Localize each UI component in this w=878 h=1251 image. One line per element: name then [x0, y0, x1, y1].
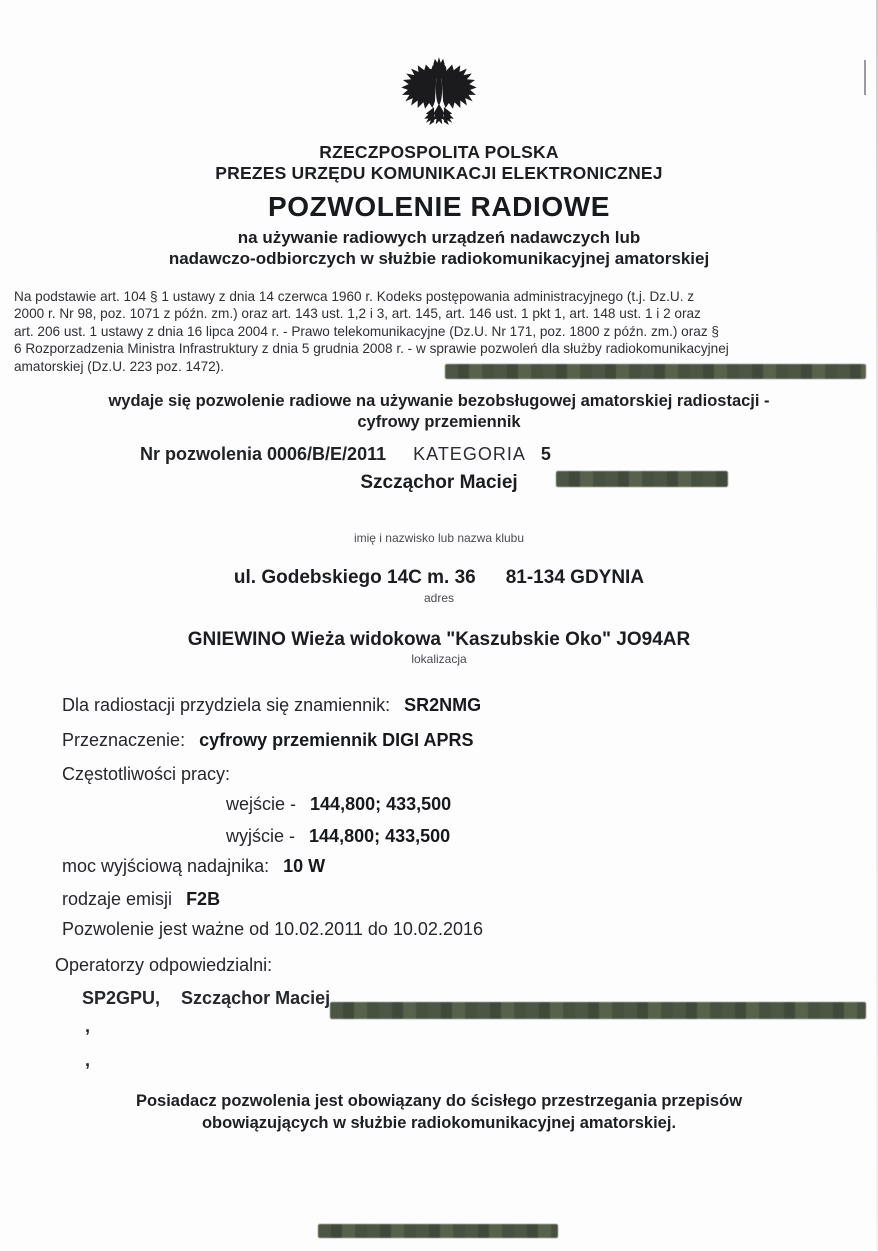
station-location: GNIEWINO Wieża widokowa "Kaszubskie Oko" JO94AR: [187, 629, 691, 650]
redaction-bar: [445, 364, 866, 379]
emission-label: rodzaje emisji: [62, 889, 173, 909]
output-value: 144,800; 433,500: [309, 826, 451, 846]
operator-row: [82, 988, 330, 1009]
address-city: 81-134 GDYNIA: [505, 567, 645, 588]
scan-artifact-line: [864, 60, 866, 95]
redaction-bar: [330, 1002, 866, 1019]
legal-line: Na podstawie art. 104 § 1 ustawy z dnia 14 czerwca 1960 r. Kodeks postępowania administracyjnego (t.j. Dz.U. z: [14, 289, 695, 304]
purpose-value: cyfrowy przemiennik DIGI APRS: [199, 730, 474, 750]
legal-basis-paragraph: [14, 288, 870, 375]
obligation-line1: Posiadacz pozwolenia jest obowiązany do ścisłego przestrzegania przepisów: [135, 1092, 743, 1110]
permit-number-row: [140, 444, 551, 465]
country-name: RZECZPOSPOLITA POLSKA: [319, 142, 559, 162]
power-label: moc wyjściową nadajnika:: [62, 856, 270, 876]
callsign-label: Dla radiostacji przydziela się znamiennik:: [62, 695, 391, 715]
operator-name: Szcząchor Maciej: [181, 988, 331, 1008]
holder-address: [0, 567, 878, 589]
obligation-line2: obowiązujących w służbie radiokomunikacyjnej amatorskiej.: [201, 1114, 677, 1132]
permit-number: Nr pozwolenia 0006/B/E/2011: [140, 444, 387, 464]
legal-line: art. 206 ust. 1 ustawy z dnia 16 lipca 2004 r. - Prawo telekomunikacyjne (Dz.U. Nr 171, poz. 1800 z późn. zm.) oraz §: [14, 323, 719, 339]
issuance-line2: cyfrowy przemiennik: [357, 413, 521, 431]
purpose-row: [62, 730, 474, 751]
redaction-bar: [556, 471, 728, 487]
holder-caption: imię i nazwisko lub nazwa klubu: [353, 531, 525, 545]
frequencies-label: Częstotliwości pracy:: [62, 764, 231, 784]
purpose-label: Przeznaczenie:: [62, 730, 186, 750]
legal-line: 2000 r. Nr 98, poz. 1071 z późn. zm.) oraz art. 143 ust. 1,2 i 3, art. 145, art. 146 ust. 1 pkt 1, art. 148 ust. 1 i 2 oraz: [14, 306, 701, 322]
issuing-authority: PREZES URZĘDU KOMUNIKACJI ELEKTRONICZNEJ: [215, 163, 663, 183]
callsign-value: SR2NMG: [404, 695, 482, 715]
input-frequency-row: [226, 794, 451, 815]
holder-name: Szcząchor Maciej: [360, 472, 518, 493]
address-street: ul. Godebskiego 14C m. 36: [233, 567, 476, 588]
issuance-line1: wydaje się pozwolenie radiowe na używanie bezobsługowej amatorskiej radiostacji -: [108, 392, 770, 410]
redaction-bar: [318, 1224, 558, 1238]
polish-eagle-icon: [398, 52, 480, 136]
document-subtitle-line2: nadawczo-odbiorczych w służbie radiokomunikacyjnej amatorskiej: [168, 249, 710, 268]
address-caption: adres: [423, 591, 455, 605]
legal-line: amatorskiej (Dz.U. 223 poz. 1472).: [14, 358, 225, 374]
output-frequency-row: [226, 826, 450, 847]
emission-value: F2B: [186, 889, 221, 909]
power-value: 10 W: [283, 856, 326, 876]
emission-row: [62, 889, 220, 910]
operators-label: Operatorzy odpowiedzialni:: [55, 955, 273, 975]
operator-comma: ,: [85, 1050, 91, 1070]
input-value: 144,800; 433,500: [310, 794, 452, 814]
category-value: 5: [540, 444, 551, 464]
input-label: wejście -: [226, 794, 297, 814]
operator-comma: ,: [85, 1016, 91, 1036]
document-title: POZWOLENIE RADIOWE: [267, 191, 611, 222]
power-row: [62, 856, 325, 877]
operator-callsign: SP2GPU,: [82, 988, 161, 1008]
document-subtitle-line1: na używanie radiowych urządzeń nadawczych lub: [237, 228, 641, 247]
category-label: KATEGORIA: [413, 444, 526, 464]
legal-line: 6 Rozporzadzenia Ministra Infrastruktury z dnia 5 grudnia 2008 r. - w sprawie pozwoleń dla służby radiokomunikacyjnej: [14, 341, 729, 357]
location-caption: lokalizacja: [411, 652, 467, 666]
callsign-row: [62, 695, 481, 716]
output-label: wyjście -: [226, 826, 296, 846]
validity-row: Pozwolenie jest ważne od 10.02.2011 do 10.02.2016: [62, 919, 483, 939]
